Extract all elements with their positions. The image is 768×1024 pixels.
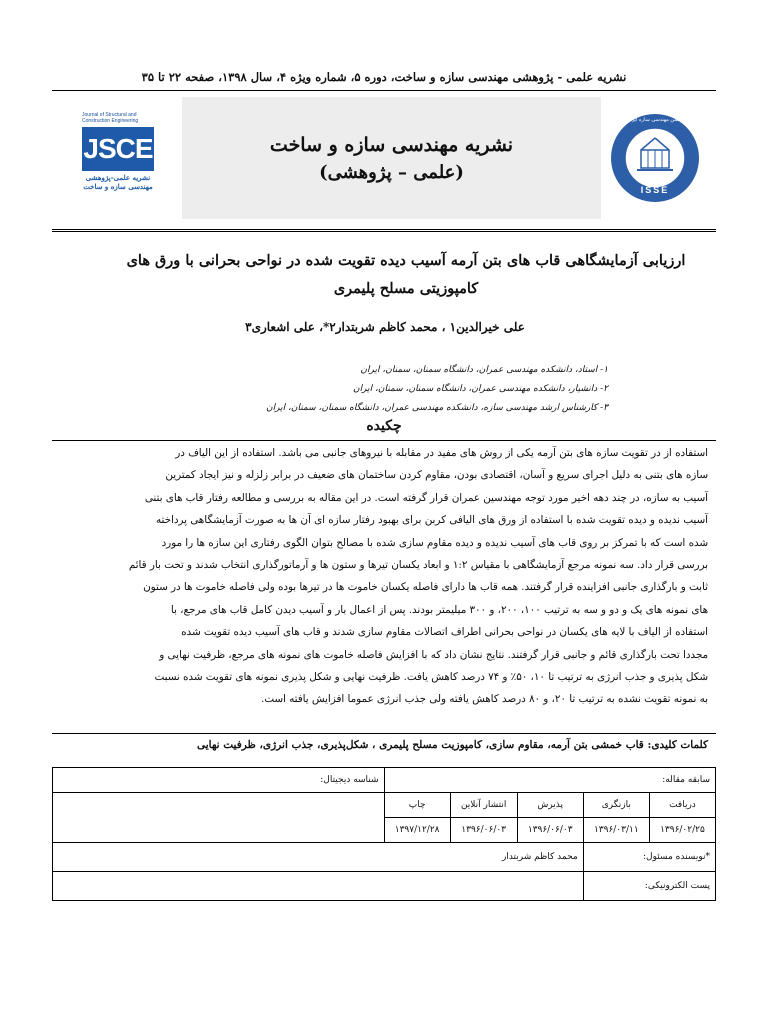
abstract-line: مجددا تحت بارگذاری قائم و جانبی قرار گرفتند. نتایج نشان داد که با افزایش فاصله خاموت های نمونه های مرجع، ظرفیت نهایی و xyxy=(159,648,708,661)
doi-label-cell xyxy=(53,768,385,793)
journal-name: نشریه مهندسی سازه و ساخت xyxy=(269,133,514,156)
isse-arc-text: انجمن مهندسی سازه ایران xyxy=(626,117,684,123)
paper-title xyxy=(100,247,712,303)
date-header-online: انتشار آنلاین xyxy=(450,793,517,818)
header-rule xyxy=(52,90,716,91)
abstract-line: آسیب به سازه، در چند دهه اخیر مورد توجه مهندسین عمران قرار گرفته است. در این مقاله به بررسی و مطالعه رفتار قاب های بتنی xyxy=(144,491,708,504)
article-info-table xyxy=(52,767,716,901)
date-value-received: ۱۳۹۶/۰۲/۲۵ xyxy=(649,818,715,843)
abstract-heading: چکیده xyxy=(366,418,402,434)
abstract-line: استفاده از در تقویت سازه های بتن آرمه یکی از روش های مفید در مقابله با نیروهای جانبی می باشد. استفاده از این الیاف در xyxy=(175,447,708,459)
jsce-logo-english-text: Journal of Structural and Construction Engineering xyxy=(82,112,139,124)
abstract-line: شده است که با تمرکز بر روی قاب های آسیب ندیده و دیده مقاوم سازی شده با مصالح بتوان الگوی رفتاری این سازه ها را مورد xyxy=(161,536,708,549)
abstract-line: های نمونه های یک و دو و سه به ترتیب ۱۰۰، ۲۰۰، و ۳۰۰ میلیمتر بودند. پس از اعمال بار و آسیب دیدن کامل قاب های مرجع، با xyxy=(170,603,708,616)
jsce-acronym: JSCE xyxy=(82,127,154,171)
doi-label: شناسه دیجیتال: xyxy=(320,775,379,785)
banner-double-rule xyxy=(52,229,716,232)
abstract-bottom-rule xyxy=(52,733,716,734)
abstract-line: آسیب ندیده و دیده تقویت شده با استفاده از ورق های الیافی کربن برای بهبود رفتار سازه ای آن ها به صورت آزمایشگاهی پرداخته xyxy=(155,514,708,527)
isse-logo xyxy=(609,112,701,204)
abstract-line: به نمونه تقویت نشده به ترتیب تا ۲۰، و ۸۰ درصد کاهش یافته ولی جذب انرژی عموما افزایش یافته است. xyxy=(260,693,708,706)
journal-type: (علمی – پژوهشی) xyxy=(319,161,464,183)
affiliation-2: ۲- دانشیار، دانشکده مهندسی عمران، دانشگاه سمنان، سمنان، ایران xyxy=(353,384,608,394)
journal-banner xyxy=(182,97,601,219)
corresponding-author-label: *نویسنده مسئول: xyxy=(643,852,710,862)
history-label-cell xyxy=(384,768,715,793)
date-header-print: چاپ xyxy=(384,793,450,818)
corresponding-author-name: محمد کاظم شربتدار xyxy=(501,852,578,862)
abstract-line: استفاده از الیاف با لایه های یکسان در نواحی بحرانی اطراف اتصالات مقاوم سازی شدند و قاب های آسیب دیده تقویت شده xyxy=(181,626,708,639)
affiliation-3: ۳- کارشناس ارشد مهندسی سازه، دانشکده مهندسی عمران، دانشگاه سمنان، سمنان، ایران xyxy=(266,403,608,413)
email-value-cell xyxy=(53,872,584,901)
abstract-line: شکل پذیری و جذب انرژی به ترتیب تا ۱۰، ۵۰٪ و ۷۴ درصد کاهش یافت. ظرفیت نهایی و شکل پذیری نمونه های تقویت شده نسبت xyxy=(154,671,708,684)
date-value-online: ۱۳۹۶/۰۶/۰۳ xyxy=(450,818,517,843)
email-label: پست الکترونیکی: xyxy=(644,881,710,891)
email-label-cell xyxy=(583,872,715,901)
jsce-logo-fa-line2: مهندسی سازه و ساخت xyxy=(83,182,153,191)
date-header-accepted: پذیرش xyxy=(517,793,583,818)
abstract-body xyxy=(60,442,708,711)
paper-title-line2: کامپوزیتی مسلح پلیمری xyxy=(333,280,479,297)
date-value-revised: ۱۳۹۶/۰۳/۱۱ xyxy=(583,818,649,843)
history-label: سابقه مقاله: xyxy=(662,775,710,785)
date-value-print: ۱۳۹۷/۱۲/۲۸ xyxy=(384,818,450,843)
affiliation-1: ۱- استاد، دانشکده مهندسی عمران، دانشگاه سمنان، سمنان، ایران xyxy=(360,365,608,375)
abstract-line: بررسی قرار داد. سه نمونه مرجع آزمایشگاهی با مقیاس ۱:۲ و ابعاد یکسان تیرها و ستون ها و آرماتورگذاری انتخاب شدند و تحت بار قائم xyxy=(128,559,708,572)
paper-title-line1: ارزیابی آزمایشگاهی قاب های بتن آرمه آسیب دیده تقویت شده در نواحی بحرانی با ورق های xyxy=(126,252,686,269)
corr-label-cell xyxy=(583,843,715,872)
keywords: کلمات کلیدی: قاب خمشی بتن آرمه، مقاوم سازی، کامپوزیت مسلح پلیمری ، شکل‌پذیری، جذب انرژی، ظرفیت نهایی xyxy=(196,739,708,751)
abstract-top-rule xyxy=(52,440,716,441)
date-header-received: دریافت xyxy=(649,793,715,818)
empty-cell xyxy=(53,793,385,843)
journal-citation-line: نشریه علمی - پژوهشی مهندسی سازه و ساخت، دوره ۵، شماره ویژه ۴، سال ۱۳۹۸، صفحه ۲۲ تا ۳۵ xyxy=(141,70,627,84)
abstract-line: ثابت و بارگذاری جانبی افزاینده قرار گرفتند. همه قاب ها دارای فاصله یکسان خاموت ها در تیرها بوده ولی فاصله خاموت ها در ستون xyxy=(143,581,708,594)
abstract-line: سازه های بتنی به دلیل اجرای سریع و آسان، اقتصادی بودن، مقاوم کردن ساختمان های ضعیف در برابر زلزله و نیز ایجاد کمترین xyxy=(165,469,708,482)
corr-name-cell xyxy=(53,843,584,872)
jsce-logo-fa-line1: نشریه علمی-پژوهشی xyxy=(85,173,151,182)
date-header-revised: بازنگری xyxy=(583,793,649,818)
paper-authors: علی خیرالدین۱ ، محمد کاظم شربتدار۲*، علی اشعاری۳ xyxy=(245,320,525,334)
date-value-accepted: ۱۳۹۶/۰۶/۰۳ xyxy=(517,818,583,843)
jsce-logo xyxy=(82,112,154,204)
isse-acronym: ISSE xyxy=(640,185,670,195)
